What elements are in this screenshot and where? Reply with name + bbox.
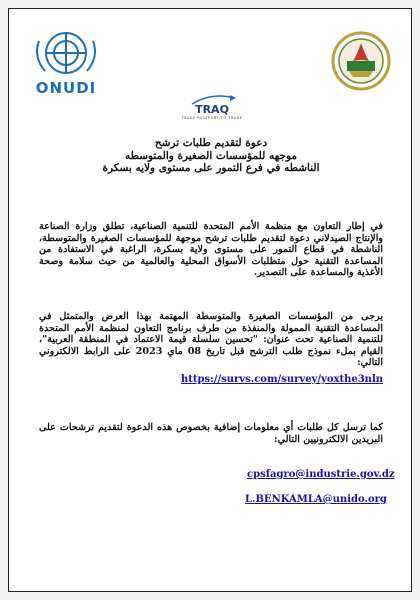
survey-link[interactable]: https://survs.com/survey/yoxthe3nln [181, 374, 384, 385]
onudi-logo-text: ONUDI [35, 79, 97, 97]
un-globe-icon [21, 27, 111, 79]
algeria-emblem-icon [331, 31, 391, 91]
intro-paragraph: في إطار التعاون مع منظمة الأمم المتحدة للتنمية الصناعية، تطلق وزارة الصناعة والإنتاج الصيدلاني دعوة لتقديم طلبات ترشح موجهة للمؤسسات الصغيرة والمتوسطة، الناشطة في قطاع التمور على مستوى ولاية بسكرة، الراغبة في الاستفادة من المساعدة التقنية حول متطلبات الأسواق المحلية والعالمية من حيث سلامة وصحة الأغذية والمساعدة على التصدير. [39, 221, 383, 279]
document-title [49, 137, 373, 175]
title-line-2: موجهه للمؤسسات الصغيرة والمتوسطه [124, 149, 298, 162]
onudi-logo [21, 27, 111, 101]
title-line-1: دعوة لتقديم طلبات ترشح [154, 137, 268, 149]
instructions-paragraph: يرجى من المؤسسات الصغيرة والمتوسطة المهتمة بهذا العرض والمتمثل في المساعدة التقنية الممولة والمنفذة من طرف برنامج التعاون لمنظمة الأمم المتحدة للتنمية الصناعية تحت عنوان: "تحسين سلسلة قيمة الاعتماد في المنطقة العربية"، القيام بملء نموذج طلب الترشح قبل تاريخ 08 ماي 2023 على الرابط الالكتروني التالي: [39, 311, 383, 369]
traq-logo [172, 91, 252, 125]
traq-logo-text: TRAQ [195, 103, 229, 116]
traq-tagline: TRADE PASSPORT TO TRADE [181, 116, 243, 120]
ministry-emblem [331, 31, 391, 91]
title-line-3: الناشطه في فرع التمور على مستوى ولايه بسكرة [102, 162, 320, 174]
email-link-industrie[interactable]: cpsfagro@industrie.gov.dz [247, 469, 395, 480]
document-page [8, 8, 412, 592]
contact-paragraph: كما ترسل كل طلبات أي معلومات إضافية بخصوص هذه الدعوة لتقديم ترشحات على البريدين الالكترونيين التالي: [39, 422, 383, 445]
email-link-unido[interactable]: L.BENKAMLA@unido.org [245, 494, 387, 505]
